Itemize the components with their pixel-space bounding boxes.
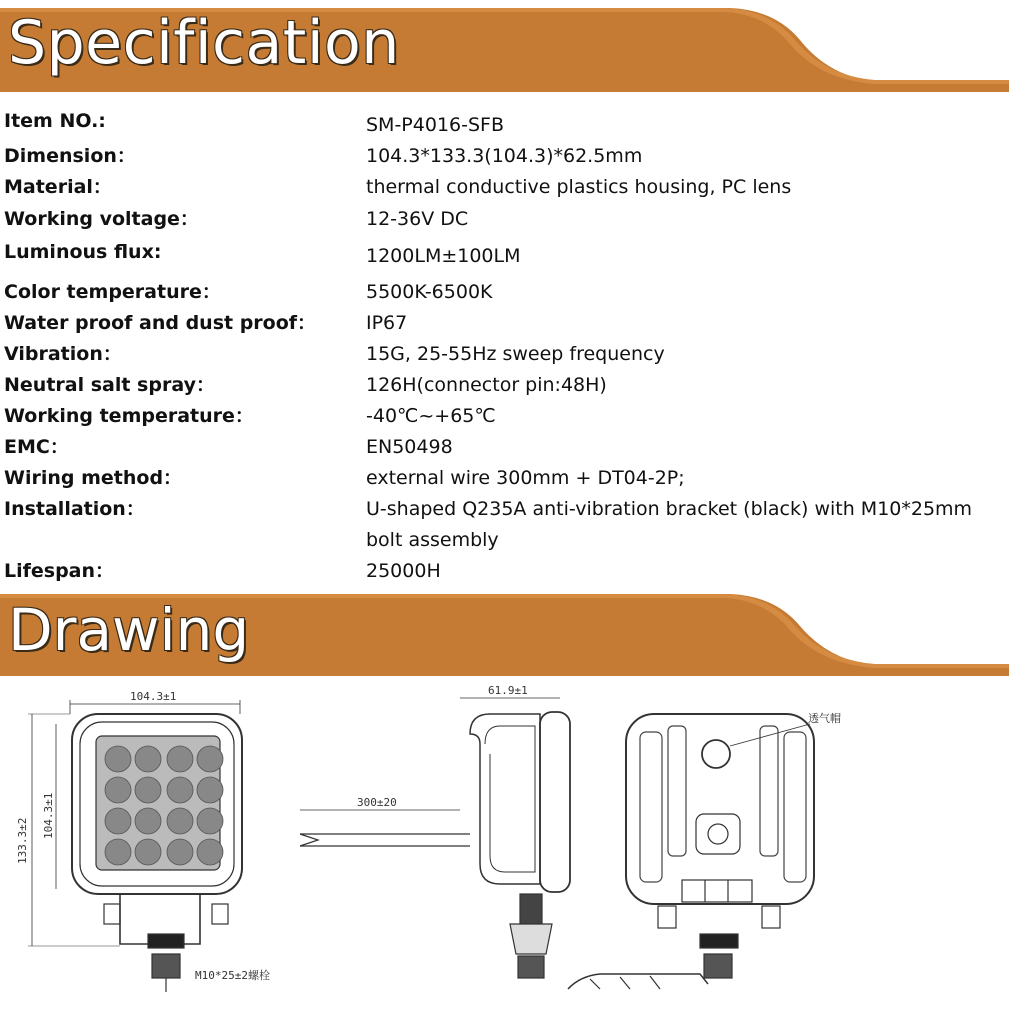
spec-label: Working voltage：: [4, 208, 199, 230]
spec-value: SM-P4016-SFB: [366, 114, 505, 136]
spec-value: 104.3*133.3(104.3)*62.5mm: [366, 145, 643, 167]
spec-label: Water proof and dust proof：: [4, 312, 317, 334]
vent-cap-label: 透气帽: [808, 712, 841, 725]
spec-row: [4, 556, 1004, 586]
outer-height-dimension: 133.3±2: [16, 817, 29, 864]
inner-height-dimension: 104.3±1: [42, 792, 55, 839]
spec-label: Item NO.:: [4, 110, 106, 132]
spec-value: 25000H: [366, 560, 441, 582]
spec-label: Installation：: [4, 498, 145, 520]
width-dimension: 104.3±1: [130, 690, 177, 703]
spec-label: Lifespan：: [4, 560, 115, 582]
spec-value: EN50498: [366, 436, 453, 458]
front-view: [16, 690, 270, 992]
bottom-view-partial: [568, 974, 708, 989]
drawing-banner: [0, 590, 1009, 680]
spec-label: Dimension：: [4, 145, 136, 167]
cable-dimension: 300±20: [357, 796, 397, 809]
side-view: [300, 684, 570, 978]
spec-value: 5500K-6500K: [366, 281, 493, 303]
spec-value: IP67: [366, 312, 408, 334]
spec-label: Wiring method：: [4, 467, 183, 489]
spec-row: [4, 110, 1004, 140]
spec-row: [4, 241, 1004, 271]
spec-label: Color temperature：: [4, 281, 221, 303]
spec-row: [4, 401, 1004, 431]
spec-value: 12-36V DC: [366, 208, 469, 230]
spec-value: 1200LM±100LM: [366, 245, 521, 267]
rear-view: [626, 711, 841, 978]
spec-value: 126H(connector pin:48H): [366, 374, 607, 396]
spec-row: [4, 339, 1004, 369]
spec-value: 15G, 25-55Hz sweep frequency: [366, 343, 665, 365]
spec-row: [4, 494, 1004, 551]
spec-value: U-shaped Q235A anti-vibration bracket (black) with M10*25mm bolt assembly: [366, 498, 973, 551]
drawing-title: Drawing: [8, 596, 250, 664]
spec-row: [4, 172, 1004, 202]
technical-drawing: [0, 684, 1009, 1029]
spec-value: thermal conductive plastics housing, PC lens: [366, 176, 792, 198]
spec-label: EMC：: [4, 436, 69, 458]
spec-row: [4, 370, 1004, 400]
spec-label: Luminous flux:: [4, 241, 162, 263]
spec-value: -40℃~+65℃: [366, 405, 496, 427]
specification-title: Specification: [8, 8, 400, 78]
spec-label: Material：: [4, 176, 112, 198]
spec-label: Working temperature：: [4, 405, 254, 427]
spec-row: [4, 432, 1004, 462]
spec-row: [4, 277, 1004, 307]
bolt-label: M10*25±2螺栓: [195, 969, 270, 982]
spec-row: [4, 141, 1004, 171]
spec-label: Vibration：: [4, 343, 122, 365]
spec-value: external wire 300mm + DT04-2P;: [366, 467, 685, 489]
spec-row: [4, 204, 1004, 234]
depth-dimension: 61.9±1: [488, 684, 528, 697]
spec-row: [4, 463, 1004, 493]
spec-label: Neutral salt spray：: [4, 374, 215, 396]
specification-banner: [0, 0, 1009, 96]
spec-row: [4, 308, 1004, 338]
